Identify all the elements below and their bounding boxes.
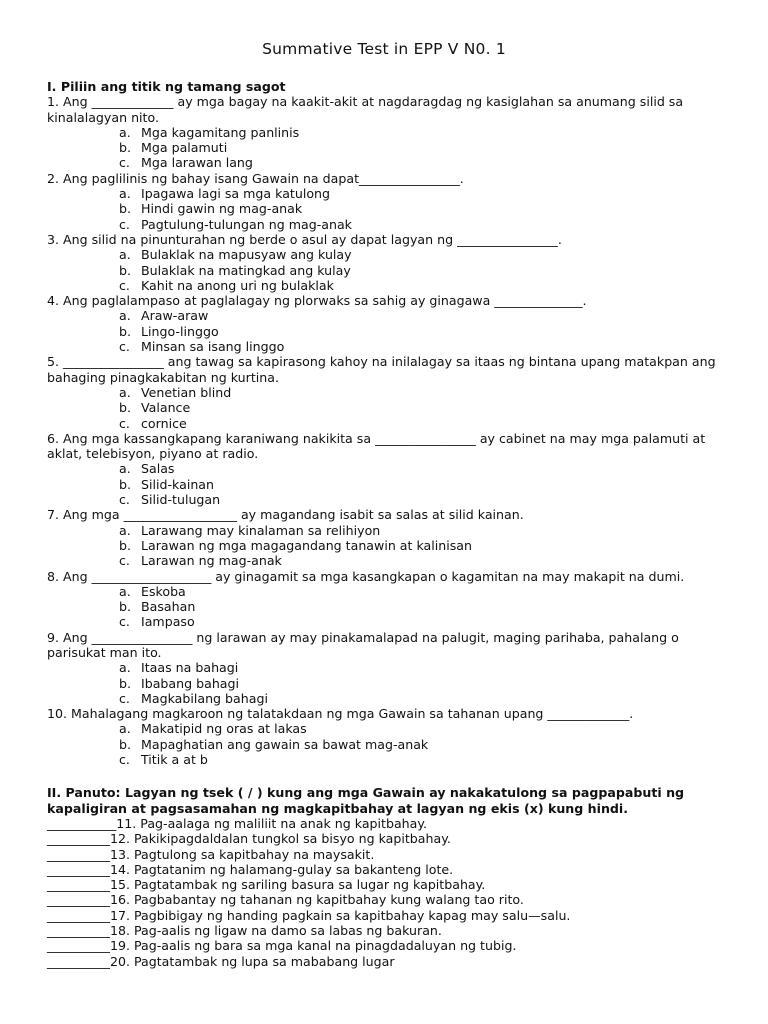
test-content xyxy=(47,79,727,969)
choice-text: Araw-araw xyxy=(141,308,209,324)
item-15: __________15. Pagtatambak ng sariling basura sa lugar ng kapitbahay. xyxy=(47,877,486,893)
choice-b xyxy=(47,737,727,752)
choice-text: Hindi gawin ng mag-anak xyxy=(141,201,303,217)
question-7 xyxy=(47,507,727,568)
choice-text: Larawan ng mag-anak xyxy=(141,553,282,569)
item-list xyxy=(47,816,727,969)
choice-text: Lingo-linggo xyxy=(141,323,219,339)
choice-list xyxy=(47,186,727,232)
choice-list xyxy=(47,308,727,354)
item-17: __________17. Pagbibigay ng handing pagkain sa kapitbahay kapag may salu—salu. xyxy=(47,907,571,923)
choice-b xyxy=(47,676,727,691)
choice-letter: a. xyxy=(119,461,131,477)
choice-text: Mapaghatian ang gawain sa bawat mag-anak xyxy=(141,736,429,752)
choice-letter: c. xyxy=(119,690,130,706)
choice-c xyxy=(47,492,727,507)
question-text: 9. Ang ________________ ng larawan ay may pinakamalapad na palugit, maging parihaba, pahalang o parisukat man ito. xyxy=(47,629,679,660)
choice-list xyxy=(47,584,727,630)
choice-b xyxy=(47,201,727,216)
item-16: __________16. Pagbabantay ng tahanan ng kapitbahay kung walang tao rito. xyxy=(47,892,524,908)
choice-c xyxy=(47,614,727,629)
choice-letter: a. xyxy=(119,660,131,676)
choice-c xyxy=(47,217,727,232)
choice-letter: c. xyxy=(119,155,130,171)
choice-letter: b. xyxy=(119,599,131,615)
section-spacer xyxy=(47,767,727,785)
choice-text: Titik a at b xyxy=(141,752,208,768)
choice-text: Makatipid ng oras at lakas xyxy=(141,721,307,737)
choice-letter: c. xyxy=(119,339,130,355)
choice-text: Ipagawa lagi sa mga katulong xyxy=(141,186,331,202)
choice-letter: b. xyxy=(119,140,131,156)
choice-letter: a. xyxy=(119,247,131,263)
choice-text: Larawan ng mga magagandang tanawin at kalinisan xyxy=(141,537,472,553)
choice-list xyxy=(47,523,727,569)
choice-a xyxy=(47,461,727,476)
choice-letter: b. xyxy=(119,262,131,278)
question-3 xyxy=(47,232,727,293)
question-text: 1. Ang _____________ ay mga bagay na kaakit-akit at nagdaragdag ng kasiglahan sa anumang silid sa kinalalagyan nito. xyxy=(47,94,684,125)
choice-a xyxy=(47,125,727,140)
choice-list xyxy=(47,461,727,507)
choice-text: Salas xyxy=(141,461,175,477)
choice-list xyxy=(47,660,727,706)
question-4 xyxy=(47,293,727,354)
choice-letter: b. xyxy=(119,476,131,492)
question-text: 10. Mahalagang magkaroon ng talatakdaan ng mga Gawain sa tahanan upang _____________. xyxy=(47,706,634,722)
choice-a xyxy=(47,721,727,736)
question-8 xyxy=(47,569,727,630)
choice-a xyxy=(47,385,727,400)
choice-text: Kahit na anong uri ng bulaklak xyxy=(141,277,334,293)
choice-letter: a. xyxy=(119,308,131,324)
choice-text: Silid-tulugan xyxy=(141,492,221,508)
item-12: __________12. Pakikipagdaldalan tungkol sa bisyo ng kapitbahay. xyxy=(47,831,451,847)
choice-letter: c. xyxy=(119,415,130,431)
choice-text: Valance xyxy=(141,400,191,416)
choice-list xyxy=(47,125,727,171)
choice-b xyxy=(47,538,727,553)
question-text: 7. Ang mga __________________ ay magandang isabit sa salas at silid kainan. xyxy=(47,507,524,523)
choice-letter: a. xyxy=(119,186,131,202)
question-text: 4. Ang paglalampaso at paglalagay ng plorwaks sa sahig ay ginagawa ______________. xyxy=(47,293,587,309)
choice-a xyxy=(47,186,727,201)
choice-letter: b. xyxy=(119,400,131,416)
choice-c xyxy=(47,278,727,293)
choice-c xyxy=(47,416,727,431)
question-9 xyxy=(47,630,727,706)
choice-letter: a. xyxy=(119,124,131,140)
item-18: __________18. Pag-aalis ng ligaw na damo sa labas ng bakuran. xyxy=(47,923,442,939)
choice-b xyxy=(47,324,727,339)
choice-c xyxy=(47,691,727,706)
choice-text: Silid-kainan xyxy=(141,476,214,492)
choice-c xyxy=(47,553,727,568)
item-14: __________14. Pagtatanim ng halamang-gulay sa bakanteng lote. xyxy=(47,861,454,877)
question-text: 3. Ang silid na pinunturahan ng berde o asul ay dapat lagyan ng ________________. xyxy=(47,231,562,247)
question-text: 8. Ang ___________________ ay ginagamit sa mga kasangkapan o kagamitan na may makapit na dumi. xyxy=(47,568,685,584)
choice-list xyxy=(47,721,727,767)
choice-letter: c. xyxy=(119,752,130,768)
choice-letter: a. xyxy=(119,384,131,400)
choice-a xyxy=(47,523,727,538)
choice-text: Mga larawan lang xyxy=(141,155,253,171)
section1-heading: I. Piliin ang titik ng tamang sagot xyxy=(47,79,286,94)
choice-list xyxy=(47,385,727,431)
choice-letter: c. xyxy=(119,492,130,508)
choice-letter: c. xyxy=(119,216,130,232)
choice-a xyxy=(47,247,727,262)
choice-letter: b. xyxy=(119,736,131,752)
choice-letter: b. xyxy=(119,675,131,691)
choice-letter: b. xyxy=(119,537,131,553)
choice-letter: b. xyxy=(119,201,131,217)
choice-text: Magkabilang bahagi xyxy=(141,690,268,706)
item-19: __________19. Pag-aalis ng bara sa mga kanal na pinagdadaluyan ng tubig. xyxy=(47,938,517,954)
choice-text: cornice xyxy=(141,415,187,431)
question-10 xyxy=(47,706,727,767)
item-20: __________20. Pagtatambak ng lupa sa mababang lugar xyxy=(47,953,395,969)
item-11: ___________11. Pag-aalaga ng maliliit na anak ng kapitbahay. xyxy=(47,815,428,831)
choice-text: Basahan xyxy=(141,599,196,615)
question-6 xyxy=(47,431,727,507)
question-1 xyxy=(47,94,727,170)
choice-c xyxy=(47,155,727,170)
choice-text: Larawang may kinalaman sa relihiyon xyxy=(141,522,381,538)
choice-a xyxy=(47,308,727,323)
choice-text: Minsan sa isang linggo xyxy=(141,339,285,355)
question-5 xyxy=(47,354,727,430)
choice-letter: c. xyxy=(119,614,130,630)
item-13: __________13. Pagtulong sa kapitbahay na maysakit. xyxy=(47,846,375,862)
choice-letter: b. xyxy=(119,323,131,339)
choice-text: Pagtulung-tulungan ng mag-anak xyxy=(141,216,352,232)
choice-text: Venetian blind xyxy=(141,384,232,400)
choice-letter: c. xyxy=(119,277,130,293)
choice-text: Mga palamuti xyxy=(141,140,228,156)
choice-text: Bulaklak na matingkad ang kulay xyxy=(141,262,351,278)
question-list xyxy=(47,94,727,767)
choice-letter: c. xyxy=(119,553,130,569)
question-2 xyxy=(47,171,727,232)
choice-b xyxy=(47,599,727,614)
choice-letter: a. xyxy=(119,721,131,737)
choice-c xyxy=(47,339,727,354)
choice-letter: a. xyxy=(119,583,131,599)
question-text: 5. ________________ ang tawag sa kapirasong kahoy na inilalagay sa itaas ng bintana upang matakpan ang bahaging pinagkakabitan ng kurtina. xyxy=(47,354,716,385)
choice-b xyxy=(47,400,727,415)
choice-list xyxy=(47,247,727,293)
choice-b xyxy=(47,477,727,492)
choice-b xyxy=(47,263,727,278)
choice-a xyxy=(47,660,727,675)
choice-text: Eskoba xyxy=(141,583,186,599)
choice-letter: a. xyxy=(119,522,131,538)
choice-text: Mga kagamitang panlinis xyxy=(141,124,300,140)
section2-heading: II. Panuto: Lagyan ng tsek ( / ) kung ang mga Gawain ay nakakatulong sa pagpapabuti ng kapaligiran at pagsasamahan ng magkapitbahay at lagyan ng ekis (x) kung hindi. xyxy=(47,785,685,816)
choice-c xyxy=(47,752,727,767)
choice-text: Bulaklak na mapusyaw ang kulay xyxy=(141,247,352,263)
choice-text: Iampaso xyxy=(141,614,195,630)
question-text: 6. Ang mga kassangkapang karaniwang nakikita sa ________________ ay cabinet na may mga palamuti at aklat, telebisyon, piyano at radio. xyxy=(47,430,706,462)
choice-text: Ibabang bahagi xyxy=(141,675,240,691)
choice-b xyxy=(47,140,727,155)
choice-text: Itaas na bahagi xyxy=(141,660,239,676)
page-title: Summative Test in EPP V N0. 1 xyxy=(262,40,506,58)
question-text: 2. Ang paglilinis ng bahay isang Gawain na dapat________________. xyxy=(47,170,464,186)
choice-a xyxy=(47,584,727,599)
